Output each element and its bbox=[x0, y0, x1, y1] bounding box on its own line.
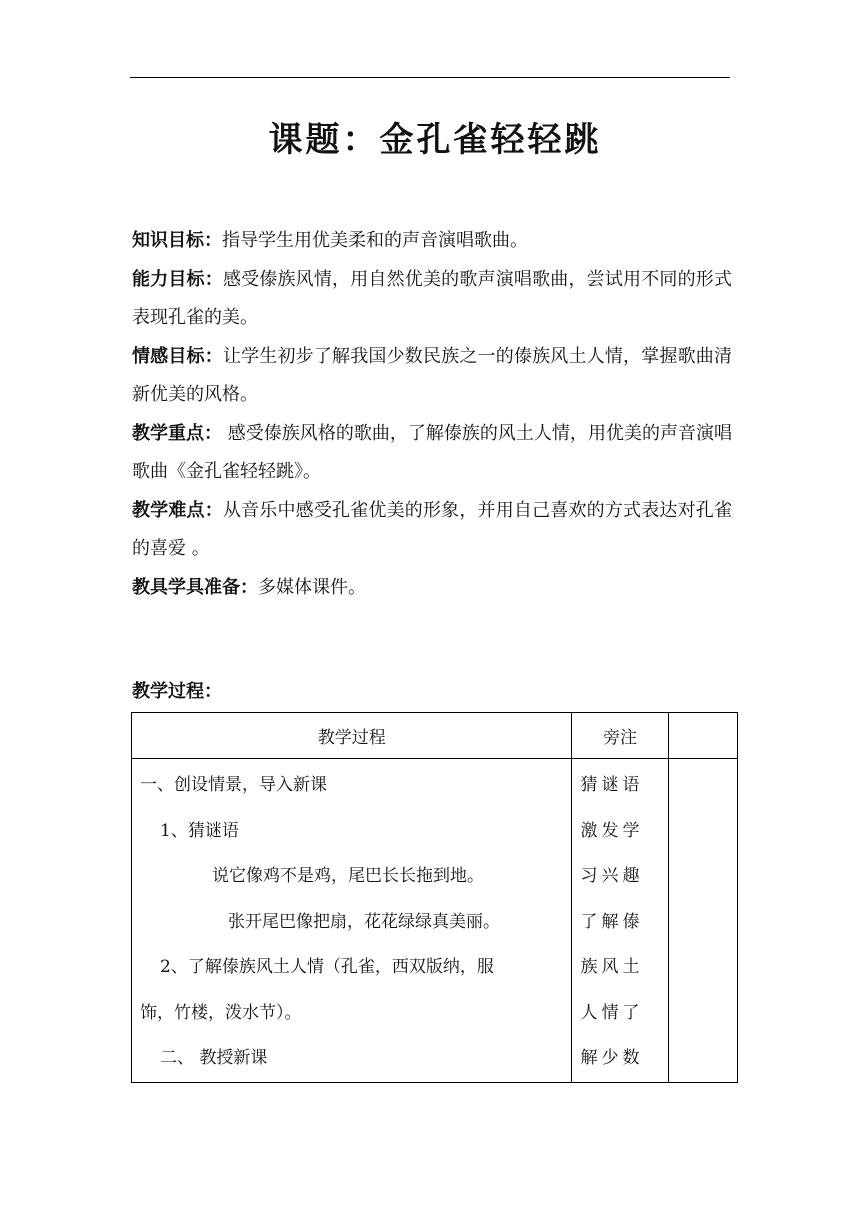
extra-column-cell bbox=[668, 759, 737, 1083]
header-notes: 旁注 bbox=[572, 713, 668, 759]
objective-label: 教学重点： bbox=[132, 422, 223, 444]
objective-emotion bbox=[132, 338, 732, 415]
note-line: 人情了 bbox=[580, 1002, 644, 1023]
process-content bbox=[132, 759, 572, 1083]
objective-label: 知识目标： bbox=[132, 230, 222, 251]
teaching-materials bbox=[132, 569, 732, 608]
note-line: 猜谜语 bbox=[580, 775, 644, 795]
objective-label: 教学难点： bbox=[132, 499, 223, 521]
process-table bbox=[131, 712, 738, 1083]
header-extra bbox=[668, 713, 737, 759]
note-line: 激发学 bbox=[580, 820, 644, 841]
objective-text: 指导学生用优美柔和的声音演唱歌曲。 bbox=[222, 230, 528, 251]
table-row bbox=[132, 759, 738, 1083]
process-line: 二、 教授新课 bbox=[160, 1048, 268, 1068]
process-line: 说它像鸡不是鸡，尾巴长长拖到地。 bbox=[212, 866, 484, 886]
objective-label: 情感目标： bbox=[132, 345, 223, 367]
teaching-difficulty bbox=[132, 492, 732, 569]
page-title: 课题：金孔雀轻轻跳 bbox=[268, 120, 602, 160]
table-header-row bbox=[132, 713, 738, 759]
header-process: 教学过程 bbox=[132, 713, 572, 759]
objective-text: 让学生初步了解我国少数民族之一的傣族风土人情，掌握歌曲清新优美的风格。 bbox=[132, 345, 732, 405]
objective-text: 从音乐中感受孔雀优美的形象，并用自己喜欢的方式表达对孔雀的喜爱 。 bbox=[132, 499, 732, 559]
note-line: 了解傣 bbox=[580, 911, 644, 932]
objective-text: 多媒体课件。 bbox=[258, 576, 366, 598]
header-rule bbox=[130, 77, 730, 78]
objective-text: 感受傣族风格的歌曲，了解傣族的风土人情，用优美的声音演唱歌曲《金孔雀轻轻跳》。 bbox=[132, 422, 733, 482]
objective-label: 教具学具准备： bbox=[132, 576, 258, 598]
objective-label: 能力目标： bbox=[132, 268, 223, 290]
note-line: 族风土 bbox=[580, 957, 644, 977]
note-line: 解少数 bbox=[580, 1048, 644, 1068]
objective-ability bbox=[132, 261, 732, 338]
notes-content bbox=[572, 759, 668, 1083]
process-line: 饰，竹楼，泼水节）。 bbox=[140, 1002, 302, 1023]
objectives-section bbox=[132, 222, 732, 607]
process-heading: 教学过程： bbox=[132, 681, 222, 702]
objective-knowledge bbox=[132, 222, 732, 261]
process-line: 张开尾巴像把扇，花花绿绿真美丽。 bbox=[228, 911, 500, 932]
process-line: 1、猜谜语 bbox=[160, 820, 239, 841]
objective-text: 感受傣族风情，用自然优美的歌声演唱歌曲，尝试用不同的形式表现孔雀的美。 bbox=[132, 268, 732, 328]
process-line: 一、创设情景，导入新课 bbox=[140, 775, 327, 795]
process-line: 2、了解傣族风土人情（孔雀，西双版纳，服 bbox=[160, 957, 494, 977]
teaching-focus bbox=[132, 415, 732, 492]
note-line: 习兴趣 bbox=[580, 866, 644, 886]
